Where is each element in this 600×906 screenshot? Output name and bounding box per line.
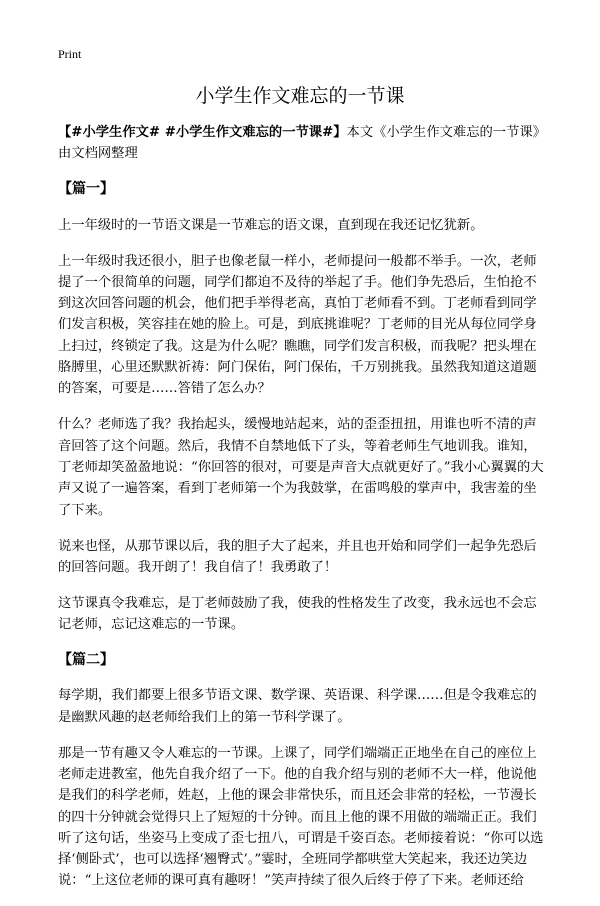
meta-tags: 【#小学生作文# #小学生作文难忘的一节课#】 (58, 125, 347, 140)
meta-description: 本文《小学生作文难忘的一节课》由文档网整理 (58, 125, 546, 162)
document-meta (58, 122, 547, 165)
paragraph: 每学期，我们都要上很多节语文课、数学课、英语课、科学课……但是令我难忘的是幽默风趣的赵老师给我们上的第一节科学课了。 (58, 688, 537, 725)
paragraph: 上一年级时我还很小，胆子也像老鼠一样小，老师提问一般都不举手。一次，老师提了一个很简单的问题，同学们都迫不及待的举起了手。他们争先恐后，生怕抢不到这次回答问题的机会，他们把手举得老高，真怕丁老师看不到。丁老师看到同学们发言积极，笑容挂在她的脸上。可是，到底挑谁呢？丁老师的目光从每位同学身上扫过，终锁定了我。这是为什么呢？瞧瞧，同学们发言积极，而我呢？把头埋在胳膊里，心里还默默祈祷：阿门保佑，阿门保佑，千万别挑我。虽然我知道这道题的答案，可要是……答错了怎么办？ (58, 253, 537, 397)
section-heading: 【篇二】 (58, 652, 114, 669)
section-heading: 【篇一】 (58, 181, 114, 198)
paragraph: 上一年级时的一节语文课是一节难忘的语文课，直到现在我还记忆犹新。 (58, 217, 484, 233)
page-title: 小学生作文难忘的一节课 (195, 85, 405, 107)
paragraph: 什么？老师选了我？我抬起头，缓慢地站起来，站的歪歪扭扭，用谁也听不清的声音回答了这个问题。然后，我情不自禁地低下了头，等着老师生气地训我。谁知，丁老师却笑盈盈地说：“你回答的很对，可要是声音大点就更好了。”我小心翼翼的大声又说了一遍答案，看到丁老师第一个为我鼓掌，在雷鸣般的掌声中，我害羞的坐了下来。 (58, 417, 544, 518)
paragraph: 这节课真令我难忘，是丁老师鼓励了我，使我的性格发生了改变，我永远也不会忘记老师，忘记这难忘的一节课。 (58, 595, 537, 633)
print-label: Print (58, 47, 82, 61)
paragraph: 说来也怪，从那节课以后，我的胆子大了起来，并且也开始和同学们一起争先恐后的回答问题。我开朗了！我自信了！我勇敢了！ (58, 538, 537, 575)
document-body (58, 122, 547, 906)
paragraph: 那是一节有趣又令人难忘的一节课。上课了，同学们端端正正地坐在自己的座位上老师走进教室，他先自我介绍了一下。他的自我介绍与别的老师不大一样，他说他是我们的科学老师，姓赵，上他的课会非常快乐，而且还会非常的轻松，一节漫长的四十分钟就会觉得只上了短短的十分钟。而且上他的课不用做的端端正正。我们听了这句话，坐姿马上变成了歪七扭八，可谓是千姿百态。老师接着说：“你可以选择‘侧卧式’，也可以选择‘翘臀式’。”霎时，全班同学都哄堂大笑起来，我还边笑边说：“上这位老师的课可真有趣呀！”笑声持续了很久后终于停了下来。老师还给 (58, 745, 544, 889)
